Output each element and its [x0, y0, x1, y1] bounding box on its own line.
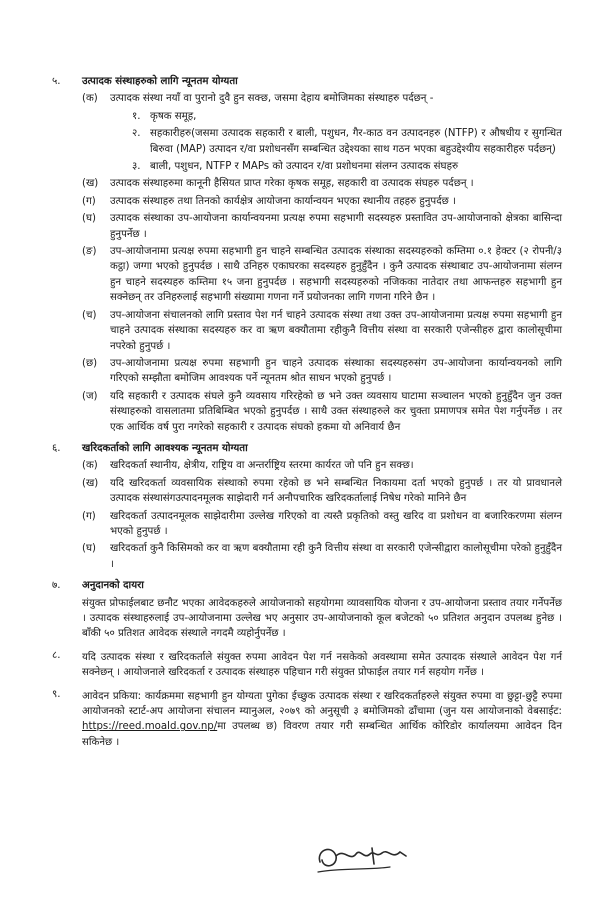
sub-item-text: कृषक समूह, — [150, 110, 197, 122]
item-marker: (ख) — [82, 477, 99, 489]
section-title: अनुदानको दायरा — [82, 580, 144, 592]
item-text: खरिदकर्ता स्थानीय, क्षेत्रीय, राष्ट्रिय वा अन्तर्राष्ट्रिय स्तरमा कार्यरत जो पनि हुन सक्छ। — [110, 460, 414, 472]
section-number: ९. — [52, 688, 61, 700]
section-9 — [52, 687, 562, 751]
item-marker: (ख) — [82, 178, 99, 190]
paragraph: यदि उत्पादक संस्था र खरिदकर्ताले संयुक्त रुपमा आवेदन पेश गर्न नसकेको अवस्थामा समेत उत्पादक संस्थाले आवेदन पेश गर्न सक्नेछन् । आयोजनाले खरिदकर्ता र उत्पादक संस्थाहरु पहिचान गरी संयुक्त प्रोफाईल तयार गर्न सहयोग गर्नेछ । — [82, 651, 562, 679]
item-text: खरिदकर्ता उत्पादनमूलक साझेदारीमा उल्लेख गरिएको वा त्यस्तै प्रकृतिको वस्तु खरिद वा प्रशोधन वा बजारिकरणमा संलग्न भएको हुनुपर्छ । — [110, 510, 562, 537]
item-marker: (ग) — [82, 510, 96, 522]
item-text: उत्पादक संस्थाका उप-आयोजना कार्यान्वयनमा प्रत्यक्ष रुपमा सहभागी सदस्यहरु प्रस्तावित उप-आयोजनाको क्षेत्रका बासिन्दा हुनुपर्नेछ । — [110, 213, 562, 240]
handwritten-signature-icon — [310, 838, 430, 878]
sub-item — [110, 109, 562, 124]
section-6 — [52, 441, 562, 572]
item-marker: (ग) — [82, 195, 96, 207]
section-number: ७. — [52, 580, 61, 592]
list-item — [82, 308, 562, 354]
item-text: यदि सहकारी र उत्पादक संघले कुनै व्यवसाय गरिरहेको छ भने उक्त व्यवसाय घाटामा सञ्चालन भएको हुनुहुँदैन जुन उक्त संस्थाहरुको वासलातमा प्रतिबिम्बित भएको हुनुपर्दछ । साथै उक्त संस्थाहरुले कर चुक्ता प्रमाणपत्र समेत पेश गर्नुपर्नेछ । तर एक आर्थिक वर्ष पुरा नगरेको सहकारी र उत्पादक संघको हकमा यो अनिवार्य छैन — [110, 390, 562, 433]
item-marker: (छ) — [82, 357, 98, 369]
section-title: खरिदकर्ताको लागि आवश्यक न्यूनतम योग्यता — [82, 442, 248, 454]
list-item — [82, 194, 562, 209]
item-marker: (घ) — [82, 213, 96, 225]
list-item — [82, 458, 562, 473]
list-item — [82, 176, 562, 191]
sub-item — [110, 126, 562, 157]
item-text: उत्पादक संस्थाहरुमा कानूनी हैसियत प्राप्त गरेका कृषक समूह, सहकारी वा उत्पादक संघहरु पर्दछन् । — [110, 178, 474, 190]
list-item — [82, 244, 562, 306]
item-text: उत्पादक संस्थाहरु तथा तिनको कार्यक्षेत्र आयोजना कार्यान्वयन भएका स्थानीय तहहरु हुनुपर्दछ । — [110, 195, 456, 207]
item-text: खरिदकर्ता कुनै किसिमको कर वा ऋण बक्यौतामा रही कुनै वित्तीय संस्था वा सरकारी एजेन्सीद्वारा कालोसूचीमा परेको हुनुहुँदैन । — [110, 543, 562, 570]
section-number: ८. — [52, 649, 61, 661]
sub-item — [110, 159, 562, 174]
sub-item-text: बाली, पशुधन, NTFP र MAPs को उत्पादन र/वा प्रशोधनमा संलग्न उत्पादक संघहरु — [150, 161, 459, 173]
item-marker: (क) — [82, 93, 98, 105]
paragraph-text: मा उपलब्ध छ) विवरण तयार गरी सम्बन्धित आर्थिक कोरिडोर कार्यालयमा आवेदन दिन सकिनेछ । — [82, 721, 562, 748]
section-number: ५. — [52, 76, 61, 87]
section-7 — [52, 578, 562, 642]
section-number: ६. — [52, 442, 61, 454]
item-text: उत्पादक संस्था नयाँ वा पुरानो दुवै हुन सक्छ, जसमा देहाय बमोजिमका संस्थाहरु पर्दछन् - — [110, 93, 434, 105]
item-marker: (घ) — [82, 543, 96, 555]
item-text: उप-आयोजना संचालनको लागि प्रस्ताव पेश गर्न चाहने उत्पादक संस्था तथा उक्त उप-आयोजनामा प्रत्यक्ष रुपमा सहभागी हुन चाहने उत्पादक संस्थाका सदस्यहरु कर वा ऋण बक्यौतामा रहीकुनै वित्तीय संस्था वा सरकारी एजेन्सीहरु द्वारा कालोसूचीमा नपरेको हुनुपर्छ । — [110, 309, 562, 352]
item-marker: (ज) — [82, 390, 98, 402]
sub-item-marker: १. — [132, 110, 141, 122]
item-marker: (क) — [82, 460, 98, 472]
list-item — [82, 211, 562, 242]
sub-item-text: सहकारीहरु(जसमा उत्पादक सहकारी र बाली, पशुधन, गैर-काठ वन उत्पादनहरु (NTFP) र औषधीय र सुगन्धित बिरुवा (MAP) उत्पादन र/वा प्रशोधनसँग सम्बन्धित उद्देश्यका साथ गठन भएका बहुउद्देश्यीय सहकारीहरु पर्दछन्) — [150, 128, 562, 155]
paragraph — [82, 689, 562, 751]
website-link[interactable]: https://reed.moald.gov.np/ — [82, 721, 218, 733]
list-item — [82, 541, 562, 572]
list-item — [82, 476, 562, 507]
item-text: यदि खरिदकर्ता व्यवसायिक संस्थाको रुपमा रहेको छ भने सम्बन्धित निकायमा दर्ता भएको हुनुपर्छ । तर यो प्रावधानले उत्पादक संस्थासंगउत्पादनमूलक साझेदारी गर्न अनौपचारिक खरिदकर्तालाई निषेध गरेको मानिने छैन — [110, 477, 562, 505]
section-8 — [52, 648, 562, 681]
section-5 — [52, 74, 562, 435]
paragraph-text: आवेदन प्रकिया: कार्यक्रममा सहभागी हुन योग्यता पुगेका ईच्छुक उत्पादक संस्था र खरिदकर्ताहरुले संयुक्त रुपमा वा छुट्टा-छुट्टै रुपमा आयोजनको स्टार्ट-अप आयोजना संचालन म्यानुअल, २०७९ को अनुसूची ३ बमोजिमको ढाँचामा (जुन यस आयोजनाको वेबसाईट: — [82, 690, 562, 718]
list-item — [82, 91, 562, 174]
list-item — [82, 356, 562, 387]
sub-item-marker: २. — [132, 128, 141, 140]
sub-item-marker: ३. — [132, 161, 141, 173]
item-text: उप-आयोजनामा प्रत्यक्ष रुपमा सहभागी हुन चाहने सम्बन्धित उत्पादक संस्थाका सदस्यहरुको कम्तिमा ०.१ हेक्टर (२ रोपनी/३ कट्ठा) जग्गा भएको हुनुपर्दछ । साथै उनिहरु एकाघरका सदस्यहरु हुनुहुँदैन । कुनै उत्पादक संस्थाबाट उप-आयोजनामा संलग्न हुन चाहने सदस्यहरु कम्तिमा १५ जना हुनुपर्दछ । सहभागी सदस्यहरुको नजिकका नातेदार तथा आफन्तहरु सहभागी हुन सक्नेछन् तर उनिहरुलाई सहभागी संख्यामा गणना गर्ने प्रयोजनका लागि गणना गरिने छैन । — [110, 246, 562, 304]
item-text: उप-आयोजनामा प्रत्यक्ष रुपमा सहभागी हुन चाहने उत्पादक संस्थाका सदस्यहरुसंग उप-आयोजना कार्यान्वयनको लागि गरिएको सम्झौता बमोजिम आवश्यक पर्ने न्यूनतम श्रोत साधन भएको हुनुपर्छ । — [110, 357, 562, 385]
item-marker: (ङ) — [82, 246, 97, 258]
list-item — [82, 389, 562, 435]
list-item — [82, 509, 562, 540]
paragraph: संयुक्त प्रोफाईलबाट छनौट भएका आवेदकहरुले आयोजनाको सहयोगमा व्यावसायिक योजना र उप-आयोजना प्रस्ताव तयार गर्नेपर्नेछ । उत्पादक संस्थाहरुलाई उप-आयोजनामा उल्लेख भए अनुसार उप-आयोजनाको कूल बजेटको ५० प्रतिशत अनुदान उपलब्ध हुनेछ । बाँकी ५० प्रतिशत आवेदक संस्थाले नगदमै व्यहोर्नुपर्नेछ । — [82, 597, 562, 640]
item-marker: (च) — [82, 309, 97, 321]
section-title: उत्पादक संस्थाहरुको लागि न्यूनतम योग्यता — [82, 76, 238, 87]
